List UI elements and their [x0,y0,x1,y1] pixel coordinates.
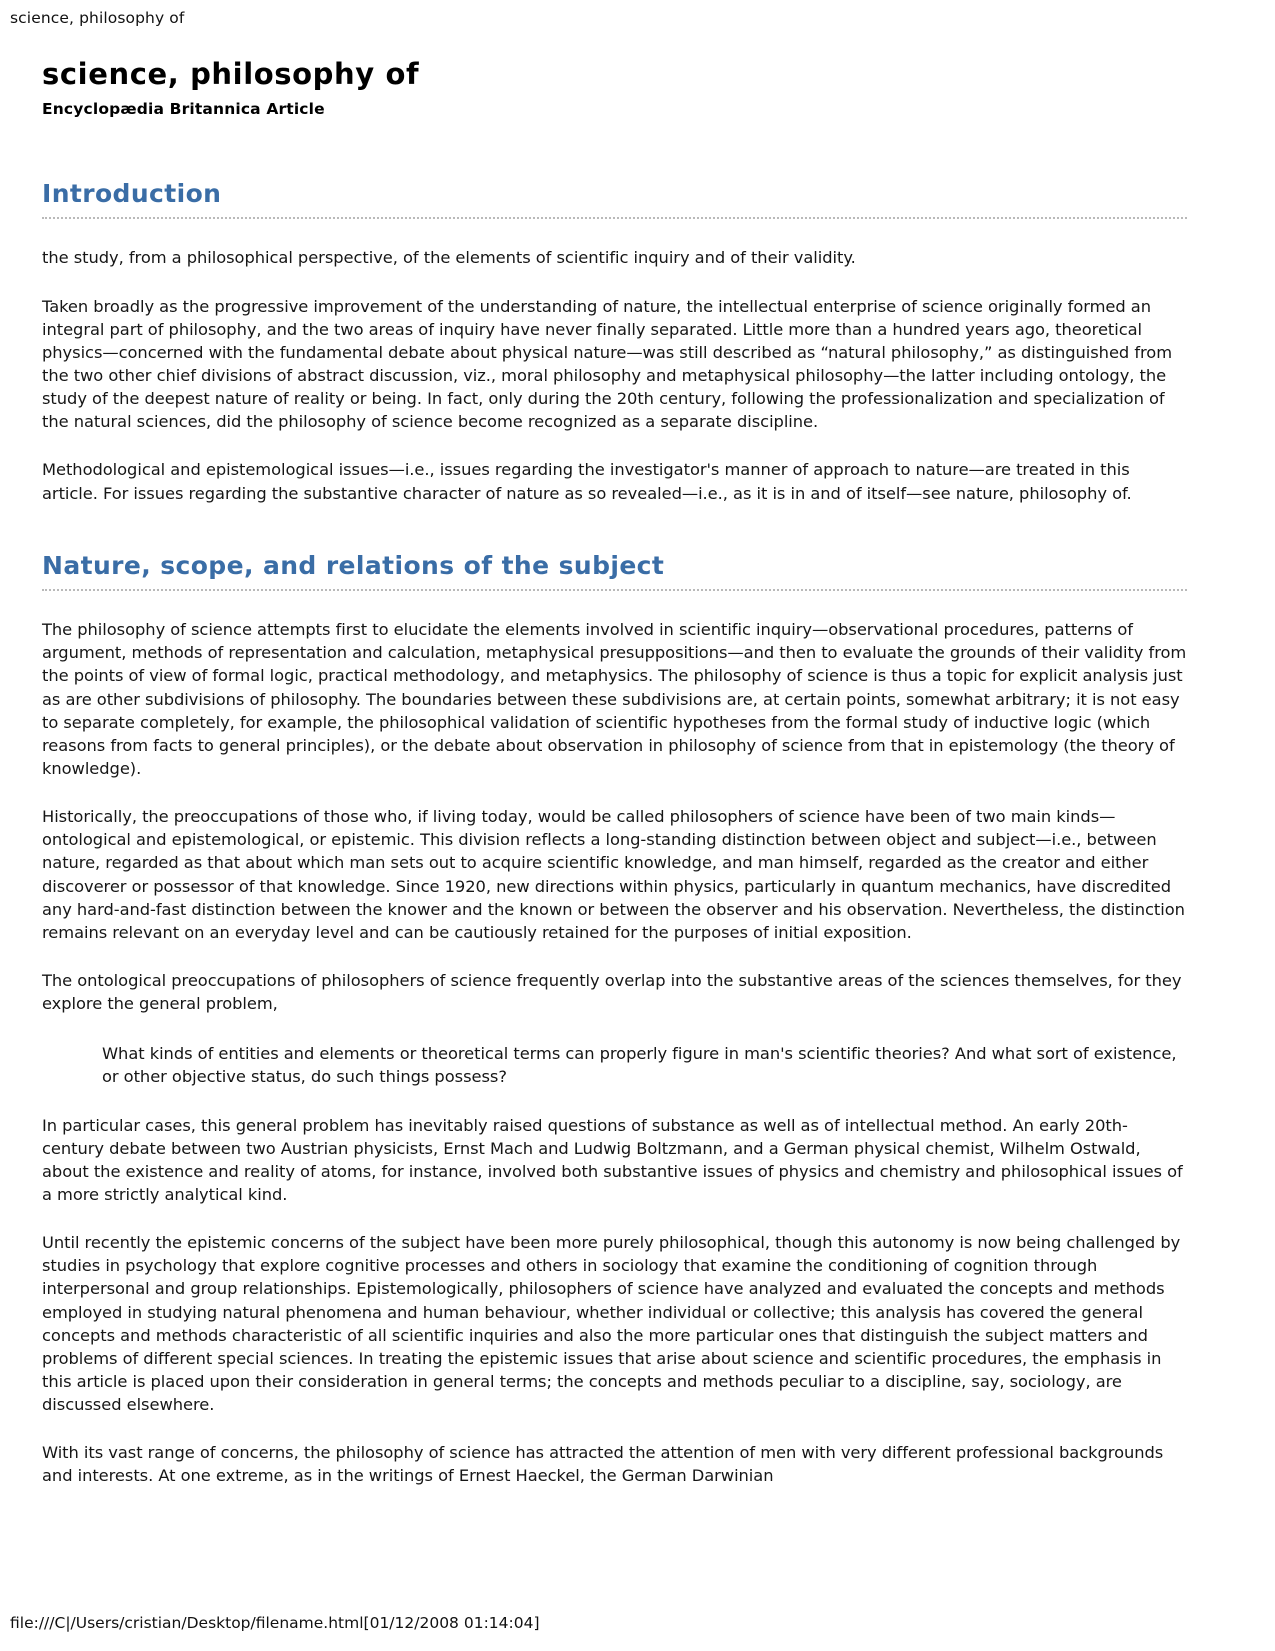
paragraph: In particular cases, this general problem has inevitably raised questions of substance as well as of intellectual method. An early 20th-century debate between two Austrian physicists, Ernst Mach and Ludwig Boltzmann, and a German physical chemist, Wilhelm Ostwald, about the existence and reality of atoms, for instance, involved both substantive issues of physics and chemistry and philosophical issues of a more strictly analytical kind. [42,1115,1183,1205]
print-footer-url-timestamp: file:///C|/Users/cristian/Desktop/filename.html[01/12/2008 01:14:04] [10,1614,540,1633]
print-running-header: science, philosophy of [10,9,185,27]
article-body [0,180,1275,1584]
paragraph: The ontological preoccupations of philosophers of science frequently overlap into the substantive areas of the sciences themselves, for they explore the general problem, [42,971,1182,1014]
paragraph: With its vast range of concerns, the philosophy of science has attracted the attention of men with very different professional backgrounds and interests. At one extreme, as in the writings of Ernest Haeckel, the German Darwinian [42,1443,1164,1486]
paragraph: Historically, the preoccupations of those who, if living today, would be called philosophers of science have been of two main kinds—ontological and epistemological, or epistemic. This division reflects a long-standing distinction between object and subject—i.e., between nature, regarded as that about which man sets out to acquire scientific knowledge, and man himself, regarded as the creator and either discoverer or possessor of that knowledge. Since 1920, new directions within physics, particularly in quantum mechanics, have discredited any hard-and-fast distinction between the knower and the known or between the observer and his observation. Nevertheless, the distinction remains relevant on an everyday level and can be cautiously retained for the purposes of initial exposition. [42,807,1185,942]
paragraph: Until recently the epistemic concerns of the subject have been more purely philosophical, though this autonomy is now being challenged by studies in psychology that explore cognitive processes and others in sociology that examine the conditioning of cognition through interpersonal and group relationships. Epistemologically, philosophers of science have analyzed and evaluated the concepts and methods employed in studying natural phenomena and human behaviour, whether individual or collective; this analysis has covered the general concepts and methods characteristic of all scientific inquiries and also the more particular ones that distinguish the subject matters and problems of different special sciences. In treating the epistemic issues that arise about science and scientific procedures, the emphasis in this article is placed upon their consideration in general terms; the concepts and methods peculiar to a discipline, say, sociology, are discussed elsewhere. [42,1233,1181,1415]
paragraph: The philosophy of science attempts first to elucidate the elements involved in scientific inquiry—observational procedures, patterns of argument, methods of representation and calculation, metaphysical presuppositions—and then to evaluate the grounds of their validity from the points of view of formal logic, practical methodology, and metaphysics. The philosophy of science is thus a topic for explicit analysis just as are other subdivisions of philosophy. The boundaries between these subdivisions are, at certain points, somewhat arbitrary; it is not easy to separate completely, for example, the philosophical validation of scientific hypotheses from the formal study of inductive logic (which reasons from facts to general principles), or the debate about observation in philosophy of science from that in epistemology (the theory of knowledge). [42,620,1187,779]
page-title: science, philosophy of [42,56,420,91]
blockquote-text: What kinds of entities and elements or theoretical terms can properly figure in man's scientific theories? And what sort of existence, or other objective status, do such things possess? [102,1044,1177,1087]
paragraph: the study, from a philosophical perspective, of the elements of scientific inquiry and of their validity. [42,248,856,268]
section-heading-introduction: Introduction [42,180,1187,220]
article-masthead [0,28,1275,118]
bottom-spacer [42,1488,1187,1584]
paragraph: Taken broadly as the progressive improvement of the understanding of nature, the intellectual enterprise of science originally formed an integral part of philosophy, and the two areas of inquiry have never finally separated. Little more than a hundred years ago, theoretical physics—concerned with the fundamental debate about physical nature—was still described as “natural philosophy,” as distinguished from the two other chief divisions of abstract discussion, viz., moral philosophy and metaphysical philosophy—the latter including ontology, the study of the deepest nature of reality or being. In fact, only during the 20th century, following the professionalization and specialization of the natural sciences, did the philosophy of science become recognized as a separate discipline. [42,296,1173,432]
section-heading-nature-scope-relations: Nature, scope, and relations of the subject [42,552,1187,592]
article-source-label: Encyclopædia Britannica Article [42,99,325,118]
blockquote [42,1042,1187,1088]
paragraph: Methodological and epistemological issues—i.e., issues regarding the investigator's manner of approach to nature—are treated in this article. For issues regarding the substantive character of nature as so revealed—i.e., as it is in and of itself—see nature, philosophy of. [42,460,1132,503]
